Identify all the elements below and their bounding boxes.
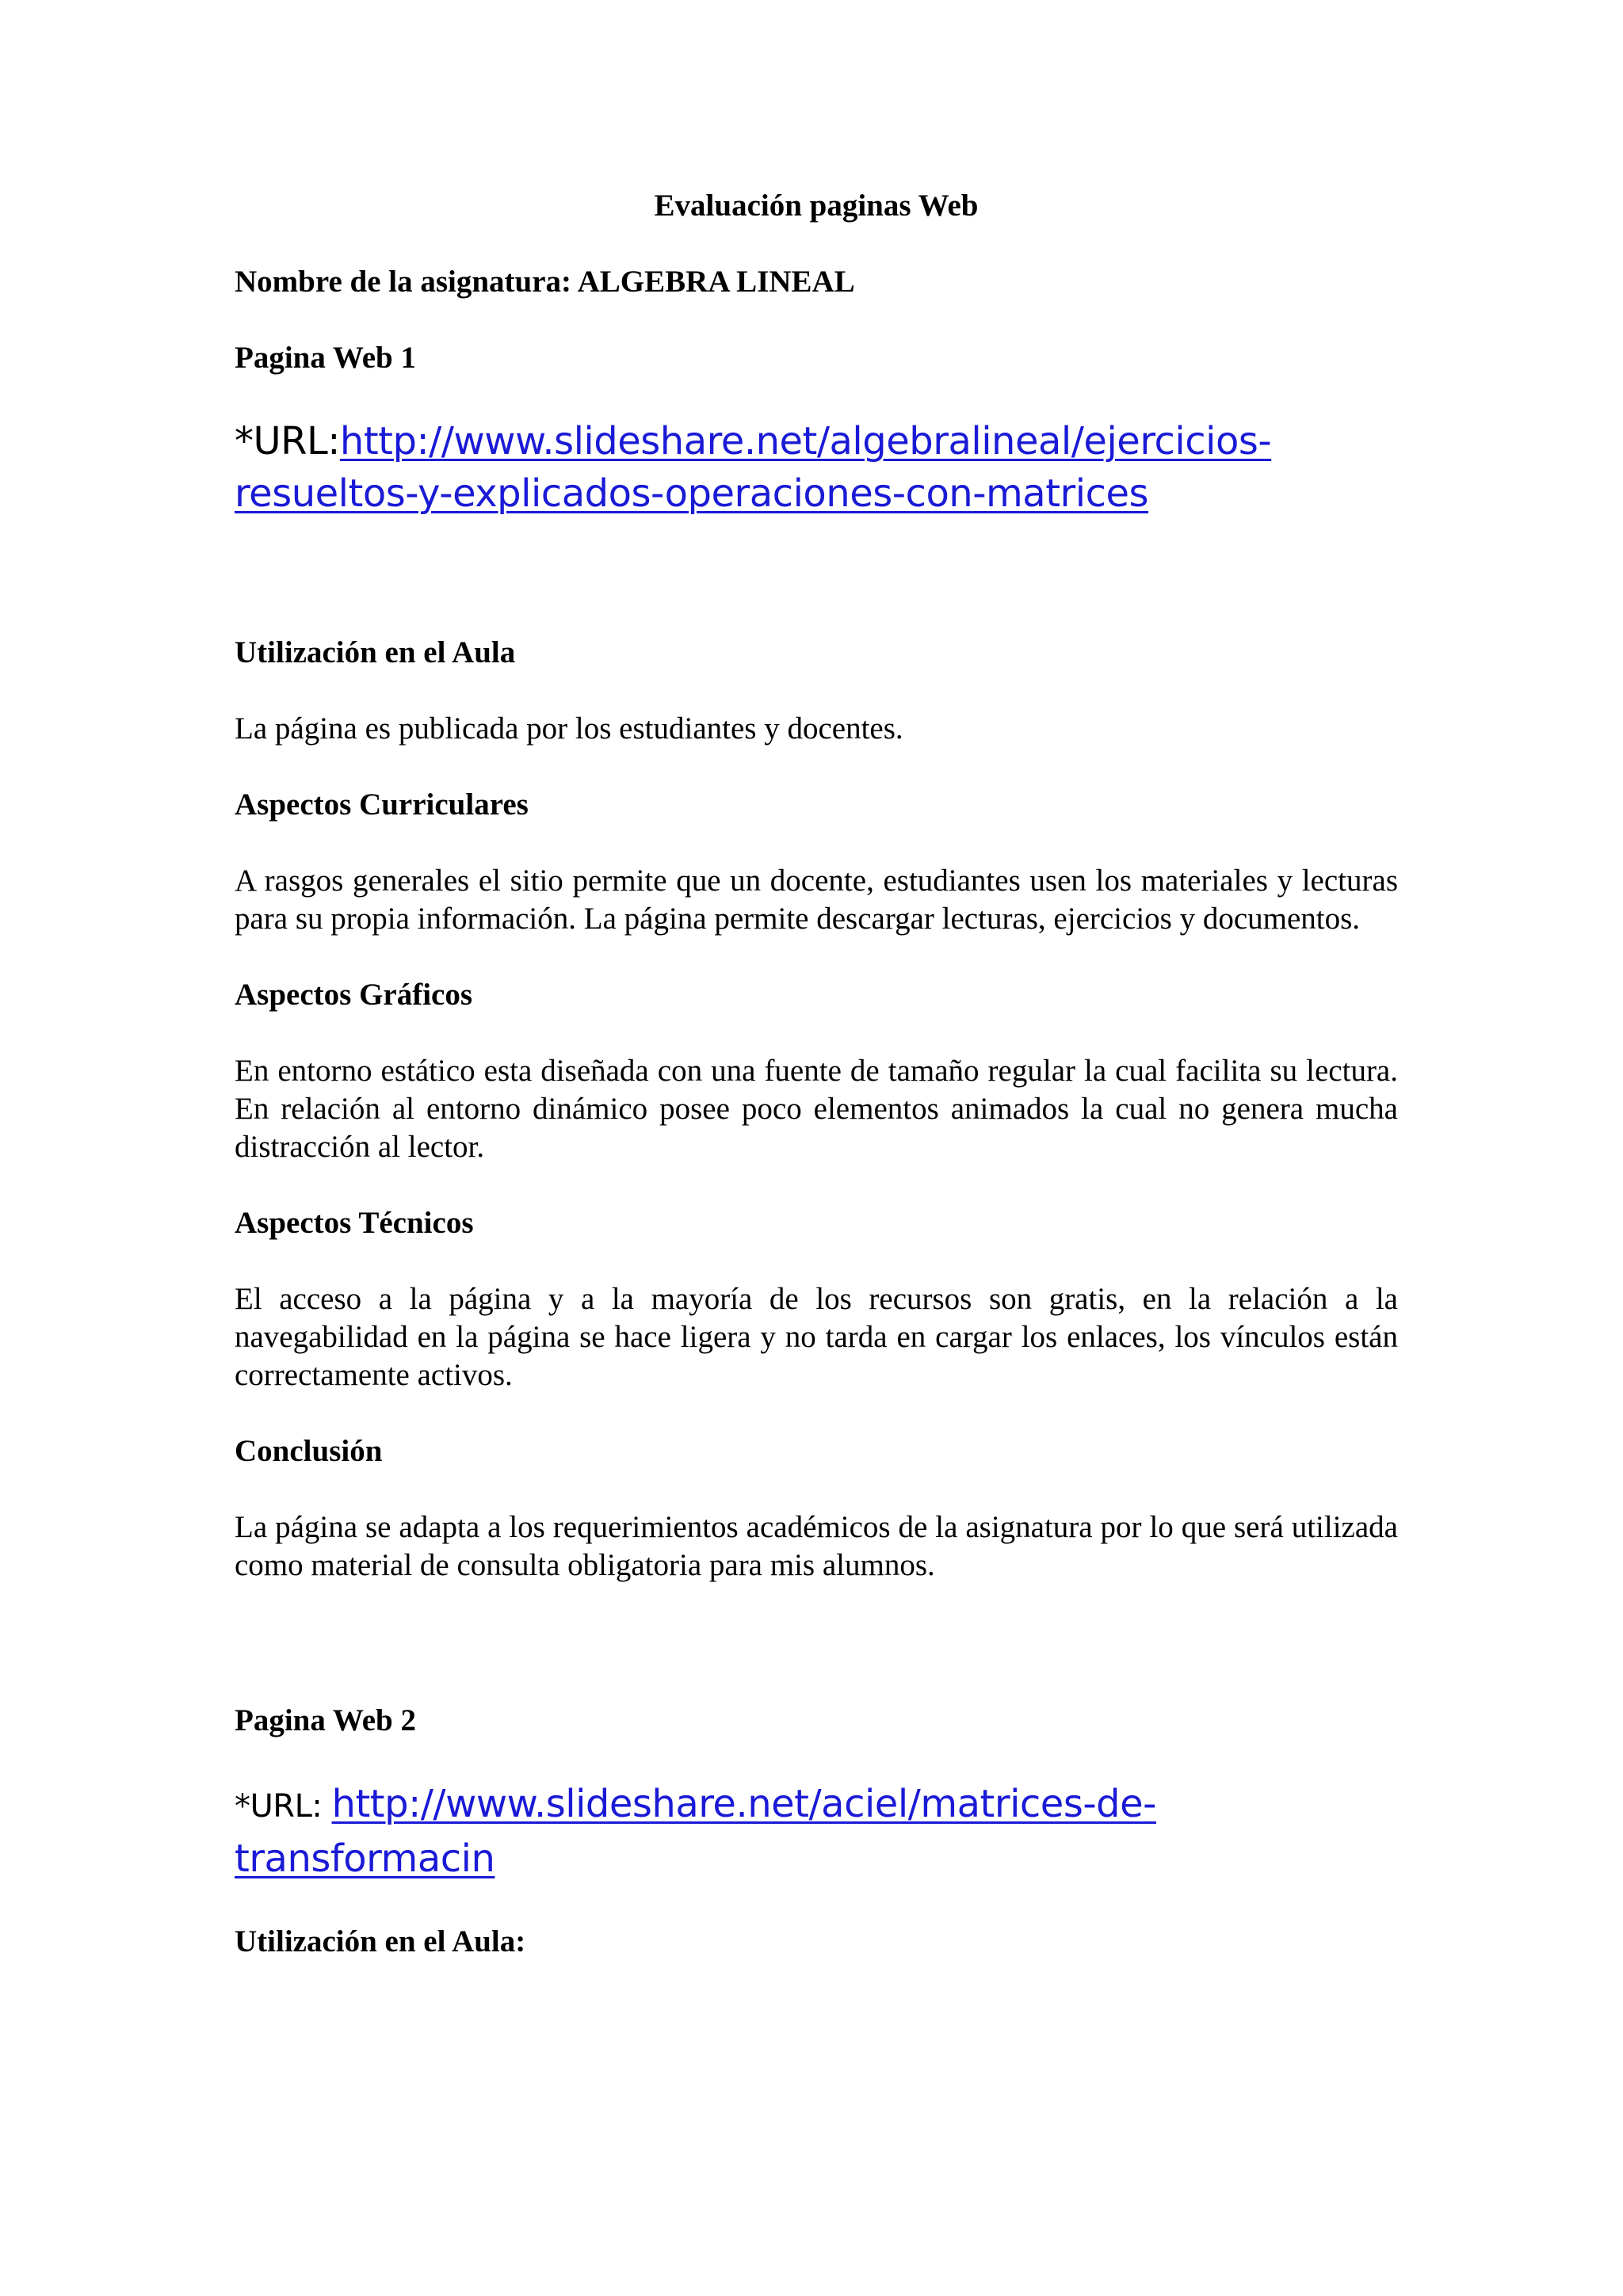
- page-web-2-url-link-line2[interactable]: transformacin: [235, 1836, 495, 1881]
- page-web-1-label: Pagina Web 1: [235, 341, 416, 375]
- page-web-1-url-link-line1[interactable]: http://www.slideshare.net/algebralineal/ejercicios-: [339, 419, 1272, 463]
- conclusion-text: La página se adapta a los requerimientos académicos de la asignatura por lo que será utilizada como material de consulta obligatoria para mis alumnos.: [235, 1510, 1398, 1582]
- curriculares-heading: Aspectos Curriculares: [235, 788, 529, 822]
- curriculares-text: A rasgos generales el sitio permite que un docente, estudiantes usen los materiales y lecturas para su propia información. La página permite descargar lecturas, ejercicios y documentos.: [235, 864, 1398, 936]
- graficos-heading: Aspectos Gráficos: [235, 978, 473, 1012]
- spacer: [235, 1623, 1398, 1702]
- document-title: Evaluación paginas Web: [654, 189, 979, 223]
- utilizacion-heading-1: Utilización en el Aula: [235, 635, 516, 669]
- tecnicos-heading: Aspectos Técnicos: [235, 1206, 474, 1240]
- utilizacion-heading-2: Utilización en el Aula:: [235, 1924, 526, 1958]
- document-content: [235, 187, 1398, 1999]
- page-web-2-url-link-line1[interactable]: http://www.slideshare.net/aciel/matrices-de-: [331, 1782, 1156, 1826]
- utilizacion-text-1: La página es publicada por los estudiantes y docentes.: [235, 711, 903, 746]
- subject-line: Nombre de la asignatura: ALGEBRA LINEAL: [235, 265, 855, 299]
- page-web-2-label: Pagina Web 2: [235, 1703, 416, 1737]
- tecnicos-text: El acceso a la página y a la mayoría de los recursos son gratis, en la relación a la navegabilidad en la página se hace ligera y no tarda en cargar los enlaces, los vínculos están correctamente activos.: [235, 1282, 1398, 1392]
- url-prefix: *URL:: [235, 1788, 332, 1825]
- page-web-2-url: [235, 1778, 1398, 1885]
- page-web-1-url-link-line2[interactable]: resueltos-y-explicados-operaciones-con-matrices: [235, 471, 1149, 516]
- graficos-text: En entorno estático esta diseñada con una fuente de tamaño regular la cual facilita su lectura. En relación al entorno dinámico posee poco elementos animados la cual no genera mucha distracción al lector.: [235, 1054, 1398, 1164]
- conclusion-heading: Conclusión: [235, 1434, 383, 1468]
- page-web-1-url: [235, 415, 1398, 520]
- spacer: [235, 558, 1398, 634]
- url-prefix: *URL:: [235, 419, 340, 463]
